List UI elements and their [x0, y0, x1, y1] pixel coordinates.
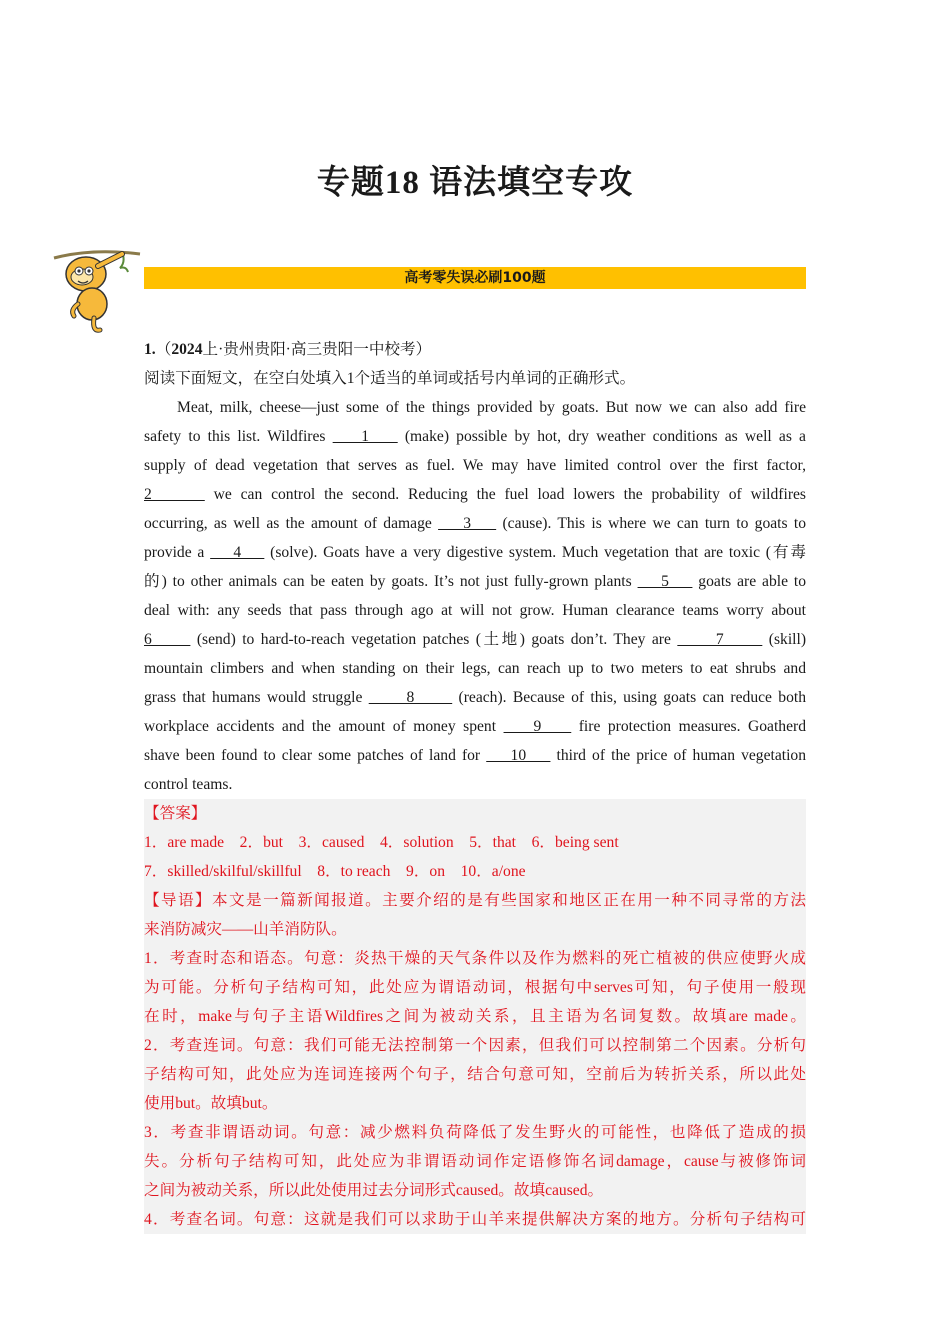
monkey-hanging-icon	[52, 244, 144, 334]
answer-box	[144, 799, 806, 1234]
passage-line: safety to this list. Wildfires 1 (make) possible by hot, dry weather conditions as well as a	[144, 428, 806, 445]
explanation-line: 为可能。分析句子结构可知，此处应为谓语动词，根据句中serves可知，句子使用一般现	[144, 979, 806, 996]
passage-line: workplace accidents and the amount of money spent 9 fire protection measures. Goatherd	[144, 718, 806, 735]
explanation-line: 4．考查名词。句意：这就是我们可以求助于山羊来提供解决方案的地方。分析句子结构可	[144, 1211, 806, 1228]
answer-row: 1．are made 2．but 3．caused 4．solution 5．that 6．being sent	[144, 834, 619, 851]
question-source: 1.（2024上·贵州贵阳·高三贵阳一中校考）	[144, 341, 432, 358]
passage-line: 2 we can control the second. Reducing the fuel load lowers the probability of wildfires	[144, 486, 807, 503]
answer-row: 7．skilled/skilful/skillful 8．to reach 9．on 10．a/one	[144, 863, 526, 880]
explanation-line: 3．考查非谓语动词。句意：减少燃料负荷降低了发生野火的可能性，也降低了造成的损	[144, 1124, 806, 1141]
blank-4: 4	[210, 544, 265, 561]
passage-line: supply of dead vegetation that serves as fuel. We may have limited control over the first factor,	[144, 457, 806, 474]
passage-line: shave been found to clear some patches of land for 10 third of the price of human vegetation	[144, 747, 807, 764]
blank-5: 5	[637, 573, 693, 590]
passage-line: grass that humans would struggle 8 (reach). Because of this, using goats can reduce both	[144, 689, 807, 706]
passage-line: provide a 4 (solve). Goats have a very digestive system. Much vegetation that are toxic (有毒	[144, 544, 806, 561]
guide-text: 来消防减灾——山羊消防队。	[144, 921, 347, 938]
question-instruction: 阅读下面短文，在空白处填入1个适当的单词或括号内单词的正确形式。	[144, 370, 636, 387]
question-content	[144, 335, 806, 1234]
section-banner: 高考零失误必刷100题	[144, 267, 806, 289]
explanation-line: 使用but。故填but。	[144, 1095, 278, 1112]
passage-line: Meat, milk, cheese—just some of the things provided by goats. But now we can also add fire	[177, 399, 806, 416]
explanation-line: 失。分析句子结构可知，此处应为非谓语动词作定语修饰名词damage，cause与被修饰词	[144, 1153, 806, 1170]
explanation-line: 1．考查时态和语态。句意：炎热干燥的天气条件以及作为燃料的死亡植被的供应使野火成	[144, 950, 806, 967]
explanation-line: 之间为被动关系，所以此处使用过去分词形式caused。故填caused。	[144, 1182, 604, 1199]
blank-7: 7	[677, 631, 763, 648]
answer-heading: 【答案】	[144, 805, 207, 822]
passage-line: occurring, as well as the amount of damage 3 (cause). This is where we can turn to goats to	[144, 515, 807, 532]
passage-line: mountain climbers and when standing on their legs, can reach up to two meters to eat shrubs and	[144, 660, 806, 677]
passage-line: deal with: any seeds that pass through ago at will not grow. Human clearance teams worry about	[144, 602, 806, 619]
guide-text: 【导语】本文是一篇新闻报道。主要介绍的是有些国家和地区正在用一种不同寻常的方法	[144, 892, 806, 909]
blank-1: 1	[332, 428, 398, 445]
passage-line: control teams.	[144, 776, 233, 793]
blank-9: 9	[503, 718, 572, 735]
explanation-line: 子结构可知，此处应为连词连接两个句子，结合句意可知，空前后为转折关系，所以此处	[144, 1066, 806, 1083]
blank-6: 6	[144, 631, 191, 648]
blank-3: 3	[438, 515, 497, 532]
explanation-line: 在时，make与句子主语Wildfires之间为被动关系，且主语为名词复数。故填are made。	[144, 1008, 806, 1025]
blank-8: 8	[368, 689, 453, 706]
blank-10: 10	[486, 747, 551, 764]
passage-line: 的) to other animals can be eaten by goats. It’s not just fully-grown plants 5 goats are able to	[144, 573, 806, 590]
page-title: 专题18 语法填空专攻	[316, 165, 634, 201]
blank-2: 2	[144, 486, 205, 503]
passage-line: 6 (send) to hard-to-reach vegetation patches (土地) goats don’t. They are 7 (skill)	[144, 631, 807, 648]
explanation-line: 2．考查连词。句意：我们可能无法控制第一个因素，但我们可以控制第二个因素。分析句	[144, 1037, 806, 1054]
